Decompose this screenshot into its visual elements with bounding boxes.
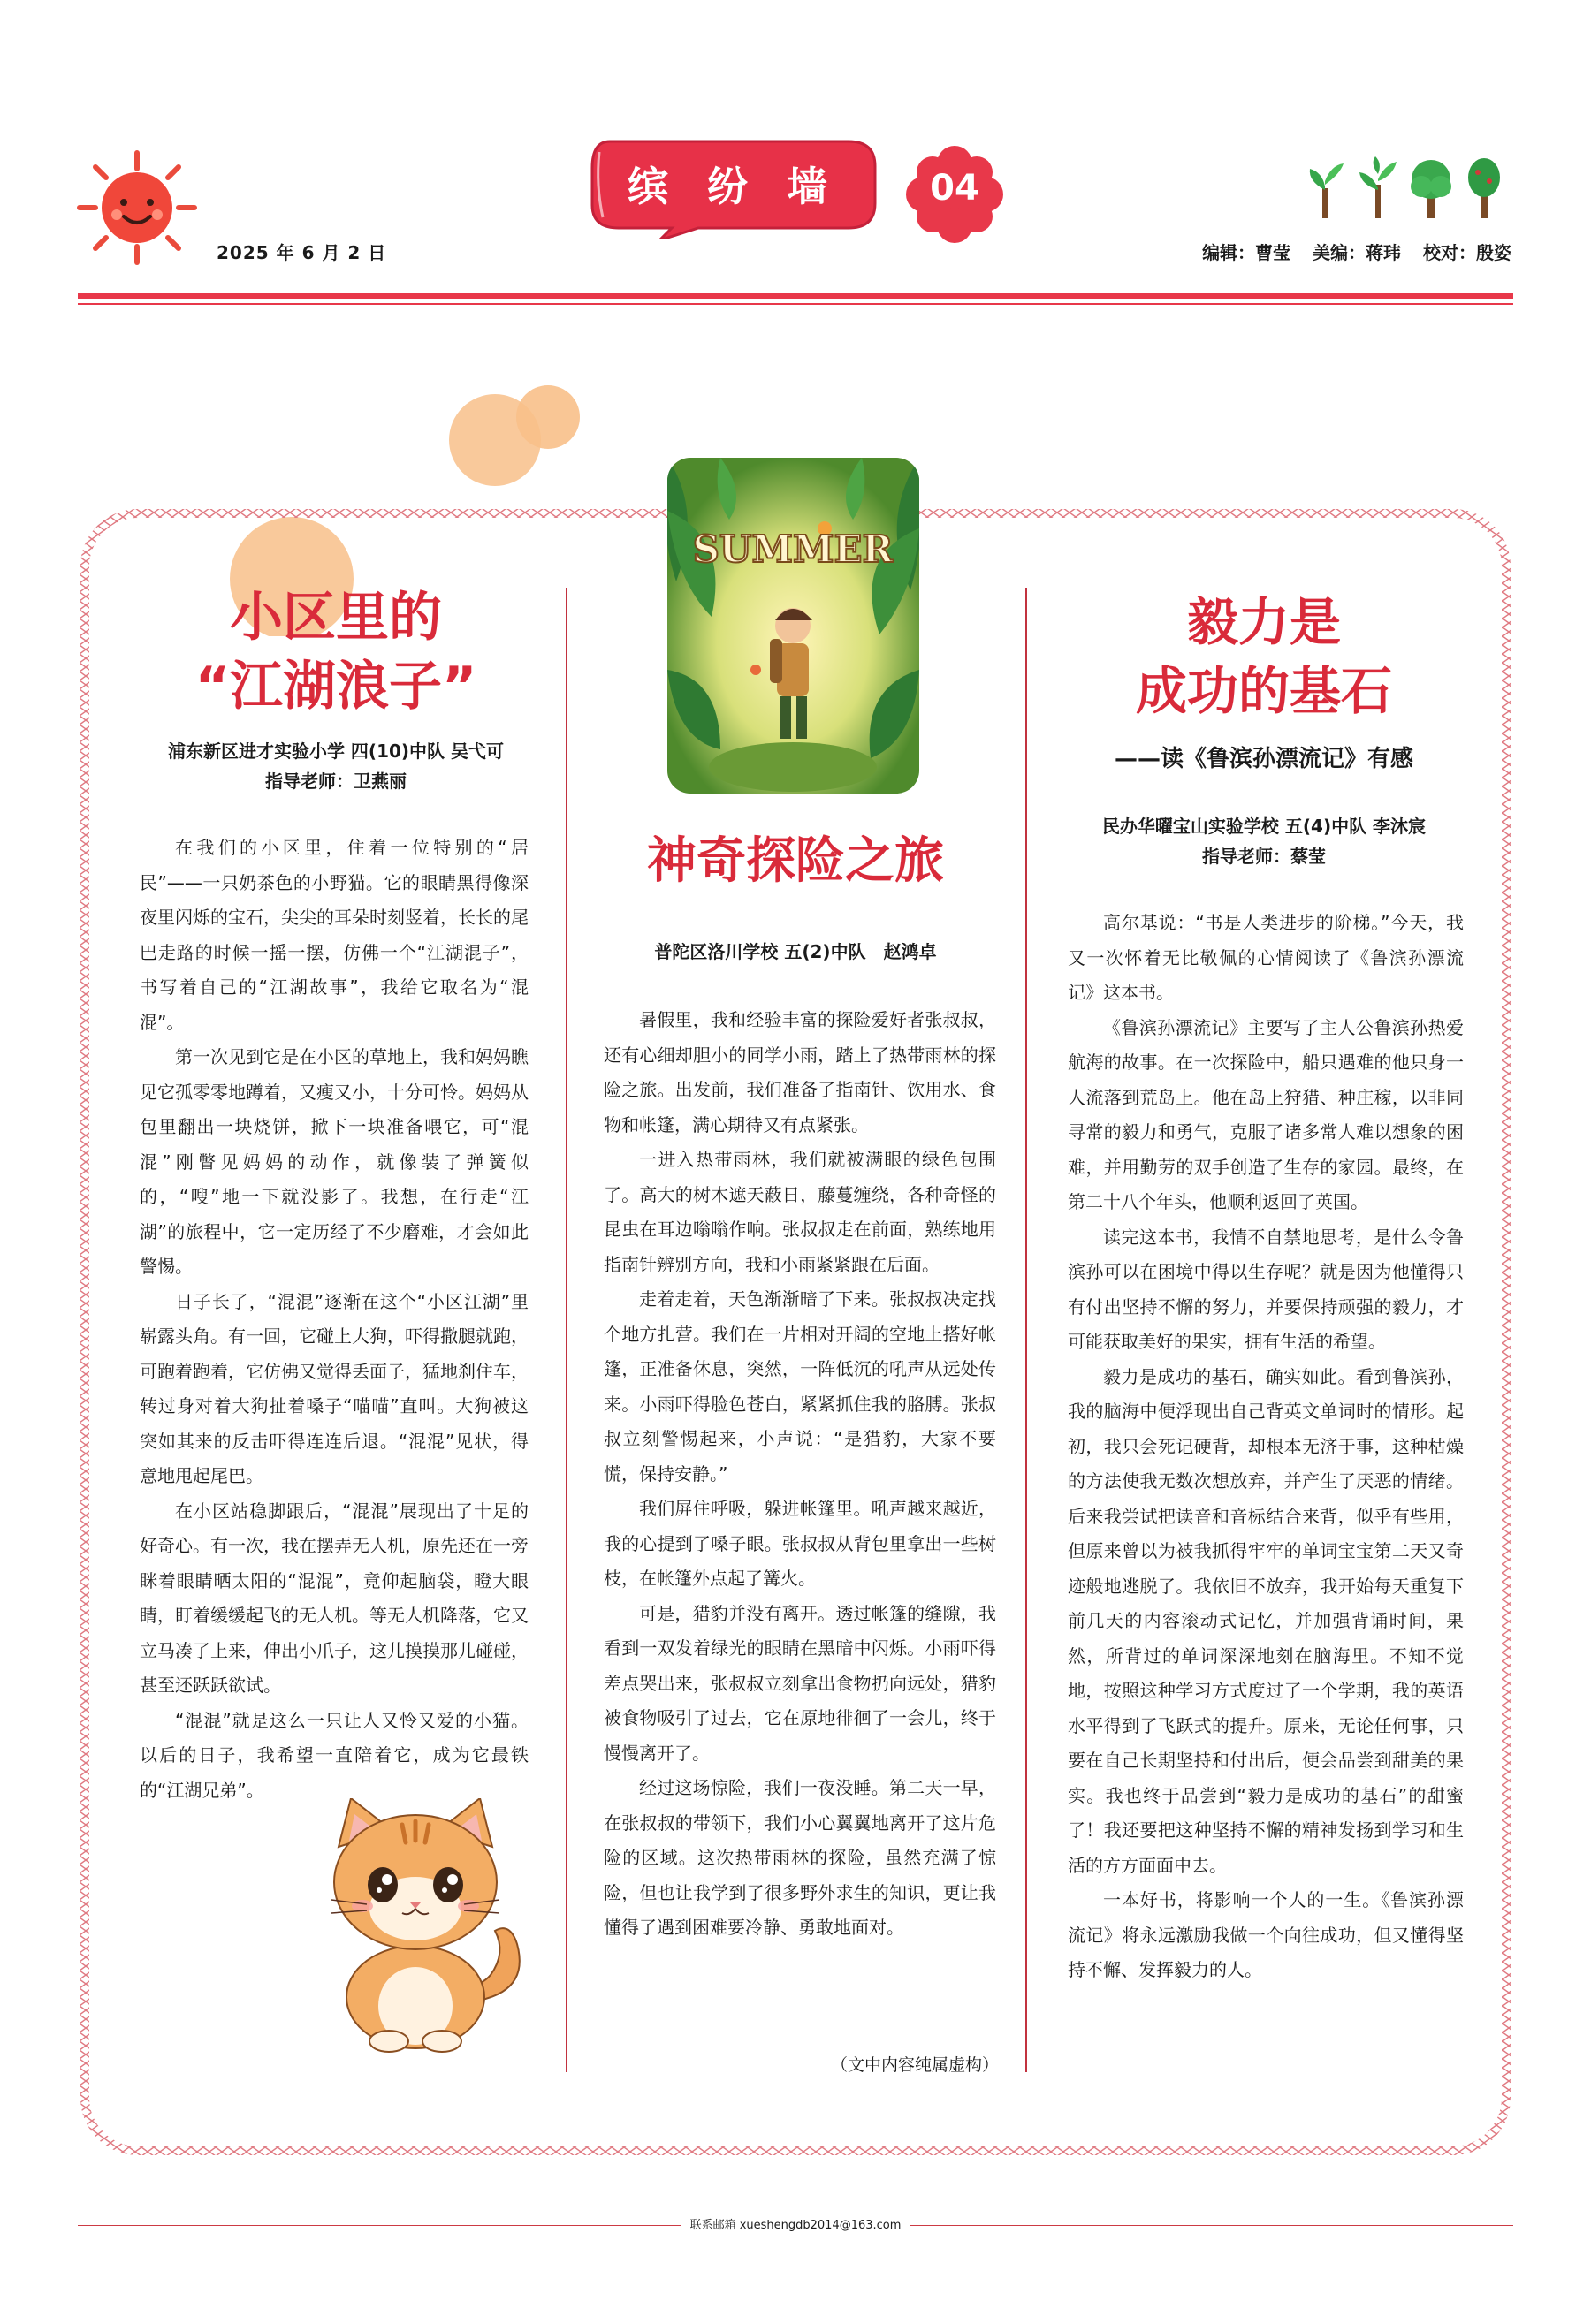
summer-book-cover — [667, 458, 919, 794]
sun-icon — [71, 146, 203, 270]
column-divider-right — [1025, 588, 1027, 2072]
article1-paragraph: 在小区站稳脚跟后，“混混”展现出了十足的好奇心。有一次，我在摆弄无人机，原先还在一旁眯着眼睛晒太阳的“混混”，竟仰起脑袋，瞪大眼睛，盯着缓缓起飞的无人机。等无人机降落，它又立马凑了上来，伸出小爪子，这儿摸摸那儿碰碰，甚至还跃跃欲试。 — [140, 1500, 529, 1696]
designer-credit: 美编：蒋玮 — [1313, 242, 1402, 263]
article1-paragraph: 日子长了，“混混”逐渐在这个“小区江湖”里崭露头角。有一回，它碰上大狗，吓得撒腿就跑，可跑着跑着，它仿佛又觉得丢面子，猛地刹住车，转过身对着大狗扯着嗓子“喵喵”直叫。大狗被这突如其来的反击吓得连连后退。“混混”见状，得意地甩起尾巴。 — [140, 1290, 529, 1486]
article2-paragraph: 经过这场惊险，我们一夜没睡。第二天一早，在张叔叔的带领下，我们小心翼翼地离开了这片危险的区域。这次热带雨林的探险，虽然充满了惊险，但也让我学到了很多野外求生的知识，更让我懂得了遇到困难要冷静、勇敢地面对。 — [604, 1777, 996, 1938]
column-divider-left — [566, 588, 567, 2072]
editor-credit: 编辑：曹莹 — [1202, 242, 1291, 263]
article3-teacher: 指导老师：蔡莹 — [1202, 846, 1326, 867]
fiction-note: （文中内容纯属虚构） — [830, 2055, 999, 2075]
article1-byline-block — [133, 736, 539, 796]
article3-title — [1043, 588, 1485, 725]
page-number: 04 — [930, 168, 979, 209]
article2-byline: 普陀区洛川学校 五(2)中队 赵鸿卓 — [654, 941, 937, 962]
header-rule — [78, 293, 1513, 299]
article3-paragraph: 高尔基说：“书是人类进步的阶梯。”今天，我又一次怀着无比敬佩的心情阅读了《鲁滨孙漂流记》这本书。 — [1068, 912, 1464, 1003]
article1-title-line1: 小区里的 — [230, 587, 442, 649]
issue-date: 2025 年 6 月 2 日 — [217, 242, 387, 263]
footer-contact — [0, 2215, 1591, 2232]
article2-paragraph: 暑假里，我和经验丰富的探险爱好者张叔叔，还有心细却胆小的同学小雨，踏上了热带雨林的探险之旅。出发前，我们准备了指南针、饮用水、食物和帐篷，满心期待又有点紧张。 — [604, 1009, 996, 1135]
article3-byline: 民办华曜宝山实验学校 五(4)中队 李沐宸 — [1101, 816, 1427, 837]
cat-illustration — [305, 1798, 535, 2054]
header-rule-thin — [78, 303, 1513, 305]
article1-body — [140, 831, 529, 1808]
article2-paragraph: 可是，猎豹并没有离开。透过帐篷的缝隙，我看到一双发着绿光的眼睛在黑暗中闪烁。小雨吓得差点哭出来，张叔叔立刻拿出食物扔向远处，猎豹被食物吸引了过去，它在原地徘徊了一会儿，终于慢慢离开了。 — [604, 1602, 996, 1764]
article1-paragraph: 在我们的小区里，住着一位特别的“居民”——一只奶茶色的小野猫。它的眼睛黑得像深夜里闪烁的宝石，尖尖的耳朵时刻竖着，长长的尾巴走路的时候一摇一摆，仿佛一个“江湖混子”，书写着自己的“江湖故事”，我给它取名为“混混”。 — [140, 837, 529, 1033]
article1-paragraph: 第一次见到它是在小区的草地上，我和妈妈瞧见它孤零零地蹲着，又瘦又小，十分可怜。妈妈从包里翻出一块烧饼，掀下一块准备喂它，可“混混”刚瞥见妈妈的动作，就像装了弹簧似的，“嗖”地一下就没影了。我想，在行走“江湖”的旅程中，它一定历经了不少磨难，才会如此警惕。 — [140, 1046, 529, 1277]
article2-paragraph: 一进入热带雨林，我们就被满眼的绿色包围了。高大的树木遮天蔽日，藤蔓缠绕，各种奇怪的昆虫在耳边嗡嗡作响。张叔叔走在前面，熟练地用指南针辨别方向，我和小雨紧紧跟在后面。 — [604, 1149, 996, 1275]
article2-body — [604, 1003, 996, 1946]
article3-paragraph: 毅力是成功的基石，确实如此。看到鲁滨孙，我的脑海中便浮现出自己背英文单词时的情形。起初，我只会死记硬背，却根本无济于事，这种枯燥的方法使我无数次想放弃，并产生了厌恶的情绪。后来我尝试把读音和音标结合来背，似乎有些用，但原来曾以为被我抓得牢牢的单词宝宝第二天又奇迹般地逃脱了。我依旧不放弃，我开始每天重复下前几天的内容滚动式记忆，并加强背诵时间，果然，所背过的单词深深地刻在脑海里。不知不觉地，按照这种学习方式度过了一个学期，我的英语水平得到了飞跃式的提升。原来，无论任何事，只要在自己长期坚持和付出后，便会品尝到甜美的果实。我也终于品尝到“毅力是成功的基石”的甜蜜了！我还要把这种坚持不懈的精神发扬到学习和生活的方方面面中去。 — [1068, 1365, 1464, 1876]
article1-byline: 浦东新区进才实验小学 四(10)中队 吴弋可 — [167, 740, 505, 762]
article2-title: 神奇探险之旅 — [647, 832, 944, 890]
article3-title-line2: 成功的基石 — [1135, 661, 1392, 721]
article3-paragraph: 《鲁滨孙漂流记》主要写了主人公鲁滨孙热爱航海的故事。在一次探险中，船只遇难的他只身一人流落到荒岛上。他在岛上狩猎、种庄稼，以非同寻常的毅力和勇气，克服了诸多常人难以想象的困难，并用勤劳的双手创造了生存的家园。最终，在第二十八个年头，他顺利返回了英国。 — [1068, 1016, 1464, 1212]
article1-teacher: 指导老师：卫燕丽 — [265, 771, 407, 792]
article3-paragraph: 一本好书，将影响一个人的一生。《鲁滨孙漂流记》将永远激励我做一个向往成功，但又懂得坚持不懈、发挥毅力的人。 — [1068, 1889, 1464, 1980]
article1-title — [133, 583, 539, 721]
article3-subtitle: ——读《鲁滨孙漂流记》有感 — [1114, 746, 1413, 772]
contact-email: 联系邮箱 xueshengdb2014@163.com — [681, 2219, 910, 2232]
article2-paragraph: 我们屏住呼吸，躲进帐篷里。吼声越来越近，我的心提到了嗓子眼。张叔叔从背包里拿出一些树枝，在帐篷外点起了篝火。 — [604, 1498, 996, 1589]
cover-title: SUMMER — [692, 528, 894, 571]
article2-paragraph: 走着走着，天色渐渐暗了下来。张叔叔决定找个地方扎营。我们在一片相对开阔的空地上搭好帐篷，正准备休息，突然，一阵低沉的吼声从远处传来。小雨吓得脸色苍白，紧紧抓住我的胳膊。张叔叔立刻警惕起来，小声说：“是猎豹，大家不要慌，保持安静。” — [604, 1288, 996, 1485]
article1-paragraph: “混混”就是这么一只让人又怜又爱的小猫。以后的日子，我希望一直陪着它，成为它最铁的“江湖兄弟”。 — [140, 1709, 529, 1801]
article3-title-line1: 毅力是 — [1186, 592, 1341, 652]
article1-title-line2: “江湖浪子” — [194, 656, 477, 718]
credits — [1186, 239, 1511, 264]
proofreader-credit: 校对：殷姿 — [1423, 242, 1511, 263]
section-title: 缤 纷 墙 — [627, 163, 841, 210]
article3-paragraph: 读完这本书，我情不自禁地思考，是什么令鲁滨孙可以在困境中得以生存呢？就是因为他懂得只有付出坚持不懈的努力，并要保持顽强的毅力，才可能获取美好的果实，拥有生活的希望。 — [1068, 1226, 1464, 1352]
article3-byline-block — [1043, 811, 1485, 871]
article3-body — [1068, 906, 1464, 1988]
trees-icon — [1299, 155, 1511, 225]
